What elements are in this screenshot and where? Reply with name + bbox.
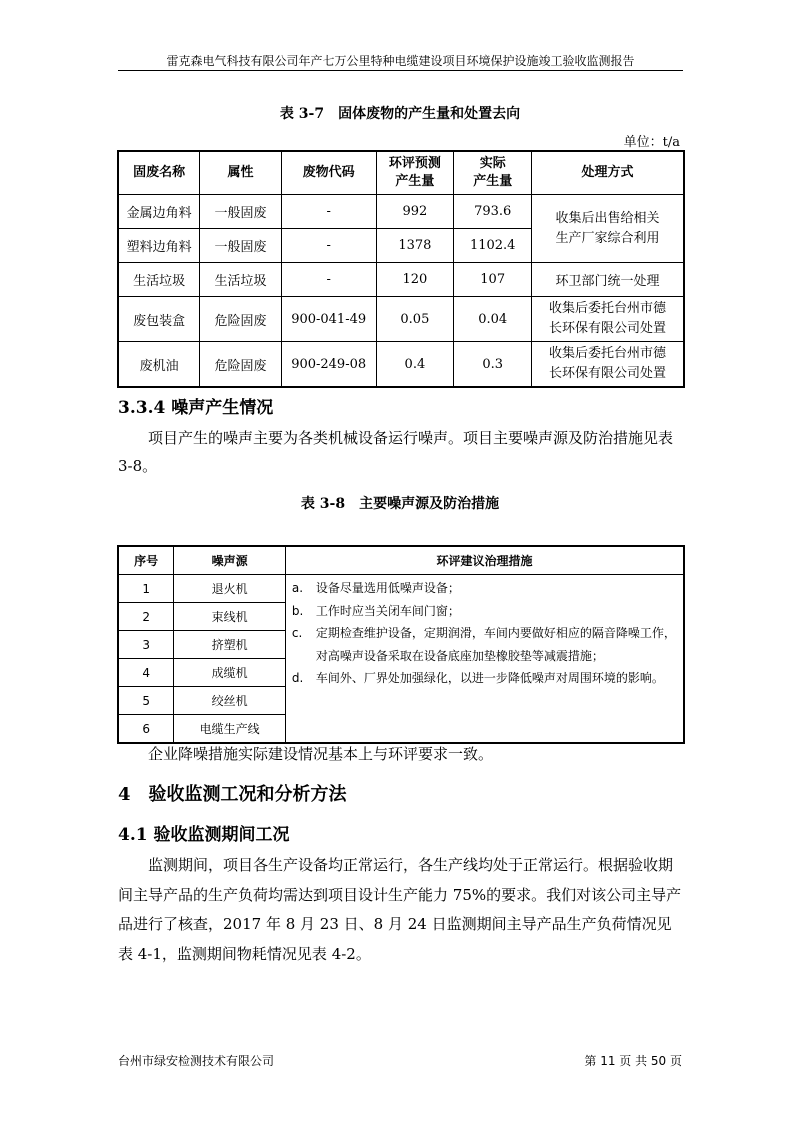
table-cell: 一般固废	[200, 229, 282, 263]
table-row	[118, 297, 684, 342]
table-cell: 4	[118, 659, 174, 687]
table-cell: 绞丝机	[174, 687, 286, 715]
table-header-row	[118, 546, 684, 575]
table-cell: 107	[454, 263, 532, 297]
table-3-8-caption: 表 3-8 主要噪声源及防治措施	[300, 496, 500, 512]
table-cell: 0.04	[454, 297, 532, 342]
table-row	[118, 575, 684, 603]
table-cell: 0.4	[376, 342, 454, 388]
table-cell: 收集后委托台州市德 长环保有限公司处置	[532, 342, 684, 388]
noise-conclusion-paragraph: 企业降噪措施实际建设情况基本上与环评要求一致。	[148, 745, 494, 763]
section-4-1-paragraph: 监测期间，项目各生产设备均正常运行，各生产线均处于正常运行。根据验收期间主导产品的生产负荷均需达到项目设计生产能力 75%的要求。我们对该公司主导产品进行了核查，2017 年 8 月 23 日、8 月 24 日监测期间主导产品生产负荷情况见表 4-1，监测期间物耗情况见表 4-2。	[118, 856, 682, 963]
table-cell: -	[281, 229, 376, 263]
col-header: 实际 产生量	[454, 151, 532, 195]
table-row	[118, 342, 684, 388]
table-cell: 退火机	[174, 575, 286, 603]
col-header: 固废名称	[118, 151, 200, 195]
table-row	[118, 195, 684, 229]
col-header: 噪声源	[174, 546, 286, 575]
col-header: 环评预测 产生量	[376, 151, 454, 195]
col-header: 环评建议治理措施	[285, 546, 684, 575]
table-cell: 电缆生产线	[174, 715, 286, 744]
measure-item	[292, 622, 677, 667]
table-cell: 环卫部门统一处理	[532, 263, 684, 297]
table-cell: 危险固废	[200, 297, 282, 342]
running-header: 雷克森电气科技有限公司年产七万公里特种电缆建设项目环境保护设施竣工验收监测报告	[166, 54, 635, 68]
table-cell: 金属边角料	[118, 195, 200, 229]
table-cell: 992	[376, 195, 454, 229]
table-cell: 900-249-08	[281, 342, 376, 388]
table-cell: -	[281, 263, 376, 297]
measure-label: b.	[291, 603, 304, 618]
table-cell: 900-041-49	[281, 297, 376, 342]
table-cell: 793.6	[454, 195, 532, 229]
table-cell: 成缆机	[174, 659, 286, 687]
unit-label: 单位：t/a	[623, 135, 680, 150]
measure-item	[292, 667, 677, 690]
table-3-7-caption: 表 3-7 固体废物的产生量和处置去向	[279, 106, 521, 122]
table-cell: 束线机	[174, 603, 286, 631]
measure-label: d.	[291, 671, 304, 686]
table-cell: 0.3	[454, 342, 532, 388]
col-header: 序号	[118, 546, 174, 575]
table-cell: -	[281, 195, 376, 229]
table-cell: 废包装盒	[118, 297, 200, 342]
table-cell: 120	[376, 263, 454, 297]
solid-waste-table	[117, 150, 685, 388]
section-3-3-4-paragraph: 项目产生的噪声主要为各类机械设备运行噪声。项目主要噪声源及防治措施见表 3-8。	[118, 429, 674, 475]
measures-cell	[285, 575, 684, 744]
measure-text: 工作时应当关闭车间门窗；	[315, 603, 460, 618]
measure-item	[292, 577, 677, 600]
measure-label: a.	[291, 581, 304, 595]
table-cell: 1	[118, 575, 174, 603]
noise-source-table	[117, 545, 685, 744]
table-cell: 1378	[376, 229, 454, 263]
table-cell: 一般固废	[200, 195, 282, 229]
table-cell: 5	[118, 687, 174, 715]
table-cell: 1102.4	[454, 229, 532, 263]
measure-text: 定期检查维护设备，定期润滑，车间内要做好相应的隔音降噪工作，对高噪声设备采取在设备底座加垫橡胶垫等减震措施；	[315, 626, 676, 663]
table-row	[118, 263, 684, 297]
header-rule	[118, 70, 683, 71]
table-cell: 塑料边角料	[118, 229, 200, 263]
col-header: 处理方式	[532, 151, 684, 195]
col-header: 属性	[200, 151, 282, 195]
section-3-3-4-heading: 3.3.4 噪声产生情况	[118, 398, 274, 418]
table-cell: 2	[118, 603, 174, 631]
table-cell: 危险固废	[200, 342, 282, 388]
table-cell: 生活垃圾	[200, 263, 282, 297]
col-header: 废物代码	[281, 151, 376, 195]
measure-item	[292, 600, 677, 623]
table-cell: 生活垃圾	[118, 263, 200, 297]
section-4-heading: 4 验收监测工况和分析方法	[118, 784, 347, 805]
table-cell-merged: 收集后出售给相关 生产厂家综合利用	[532, 195, 684, 263]
footer-page-number: 第 11 页 共 50 页	[584, 1054, 682, 1068]
table-cell: 废机油	[118, 342, 200, 388]
table-cell: 6	[118, 715, 174, 744]
measure-text: 车间外、厂界处加强绿化，以进一步降低噪声对周围环境的影响。	[315, 671, 664, 686]
table-cell: 3	[118, 631, 174, 659]
measure-text: 设备尽量选用低噪声设备；	[315, 581, 460, 595]
table-cell: 挤塑机	[174, 631, 286, 659]
measure-label: c.	[291, 626, 303, 641]
footer-company: 台州市绿安检测技术有限公司	[118, 1054, 275, 1068]
table-cell: 0.05	[376, 297, 454, 342]
table-cell: 收集后委托台州市德 长环保有限公司处置	[532, 297, 684, 342]
section-4-1-heading: 4.1 验收监测期间工况	[118, 825, 290, 845]
table-header-row	[118, 151, 684, 195]
